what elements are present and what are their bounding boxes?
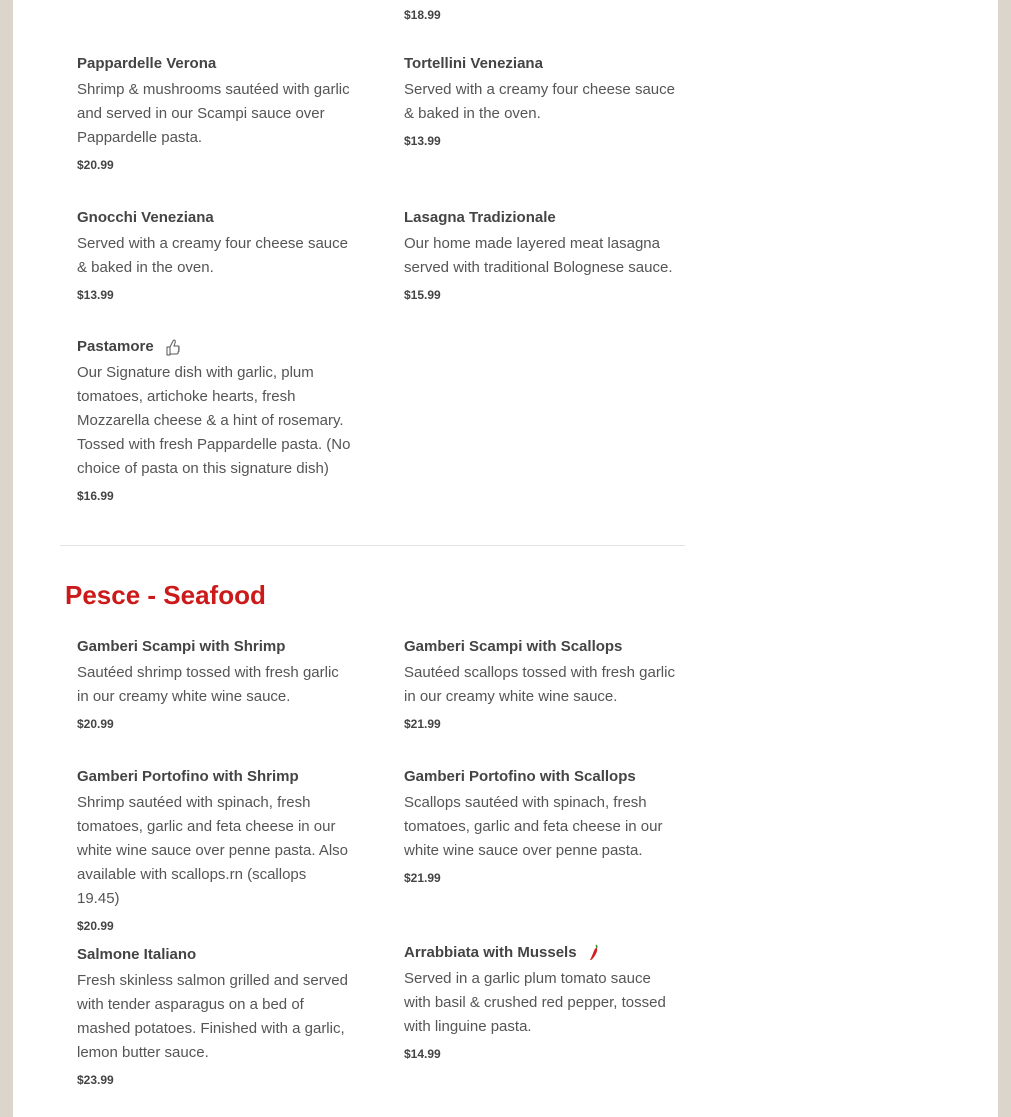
menu-item[interactable] bbox=[77, 638, 352, 731]
item-price: $23.99 bbox=[77, 1073, 114, 1087]
item-name: Gamberi Portofino with Scallops bbox=[404, 768, 636, 785]
hot-pepper-icon bbox=[587, 944, 603, 962]
item-description: Fresh skinless salmon grilled and served with tender asparagus on a bed of mashed potatoes. Finished with a garlic, lemon butter sauce. bbox=[77, 972, 348, 1061]
section-title: Pesce - Seafood bbox=[65, 580, 266, 610]
item-name-row bbox=[404, 944, 679, 962]
item-name: Salmone Italiano bbox=[77, 946, 197, 963]
item-name: Gamberi Scampi with Shrimp bbox=[77, 638, 286, 655]
menu-item[interactable] bbox=[77, 338, 352, 503]
item-name: Pappardelle Verona bbox=[77, 55, 217, 72]
item-description: Our home made layered meat lasagna served with traditional Bolognese sauce. bbox=[404, 235, 673, 276]
item-price: $18.99 bbox=[404, 8, 441, 22]
menu-item[interactable] bbox=[404, 944, 679, 1061]
item-description: Served in a garlic plum tomato sauce with basil & crushed red pepper, tossed with linguine pasta. bbox=[404, 970, 666, 1035]
item-description: Shrimp & mushrooms sautéed with garlic and served in our Scampi sauce over Pappardelle pasta. bbox=[77, 81, 350, 146]
menu-item[interactable] bbox=[77, 768, 352, 933]
item-price: $14.99 bbox=[404, 1047, 441, 1061]
menu-item[interactable] bbox=[77, 209, 352, 302]
item-name-row bbox=[77, 338, 352, 356]
menu-item[interactable] bbox=[77, 946, 352, 1087]
item-description: Sautéed scallops tossed with fresh garlic in our creamy white wine sauce. bbox=[404, 664, 675, 705]
menu-item[interactable] bbox=[404, 638, 679, 731]
item-price: $20.99 bbox=[77, 717, 114, 731]
item-name: Arrabbiata with Mussels bbox=[404, 944, 577, 961]
item-name: Pastamore bbox=[77, 338, 154, 355]
item-description: Our Signature dish with garlic, plum tomatoes, artichoke hearts, fresh Mozzarella cheese & a hint of rosemary. Tossed with fresh Pappardelle pasta. (No choice of pasta on this signature dish) bbox=[77, 364, 351, 477]
item-name: Gamberi Scampi with Scallops bbox=[404, 638, 623, 655]
menu-item[interactable] bbox=[404, 209, 679, 302]
item-price: $13.99 bbox=[77, 288, 114, 302]
item-description: Sautéed shrimp tossed with fresh garlic in our creamy white wine sauce. bbox=[77, 664, 339, 705]
item-name: Gamberi Portofino with Shrimp bbox=[77, 768, 299, 785]
item-name: Gnocchi Veneziana bbox=[77, 209, 214, 226]
item-price: $16.99 bbox=[77, 489, 114, 503]
item-name: Lasagna Tradizionale bbox=[404, 209, 556, 226]
menu-page bbox=[13, 0, 998, 1117]
item-name: Tortellini Veneziana bbox=[404, 55, 543, 72]
item-price: $15.99 bbox=[404, 288, 441, 302]
thumbs-up-icon bbox=[164, 338, 180, 356]
item-price: $21.99 bbox=[404, 871, 441, 885]
item-price: $21.99 bbox=[404, 717, 441, 731]
item-description: Shrimp sautéed with spinach, fresh tomatoes, garlic and feta cheese in our white wine sauce over penne pasta. Also available with scallops.rn (scallops 19.45) bbox=[77, 794, 349, 907]
item-price: $13.99 bbox=[404, 134, 441, 148]
item-price: $20.99 bbox=[77, 158, 114, 172]
section-divider bbox=[60, 545, 685, 546]
menu-item[interactable] bbox=[77, 55, 352, 172]
item-description: Scallops sautéed with spinach, fresh tomatoes, garlic and feta cheese in our white wine sauce over penne pasta. bbox=[404, 794, 663, 859]
menu-item[interactable] bbox=[404, 55, 679, 148]
item-price: $20.99 bbox=[77, 919, 114, 933]
menu-item[interactable] bbox=[404, 768, 679, 885]
item-description: Served with a creamy four cheese sauce & baked in the oven. bbox=[404, 81, 675, 122]
item-description: Served with a creamy four cheese sauce & baked in the oven. bbox=[77, 235, 348, 276]
